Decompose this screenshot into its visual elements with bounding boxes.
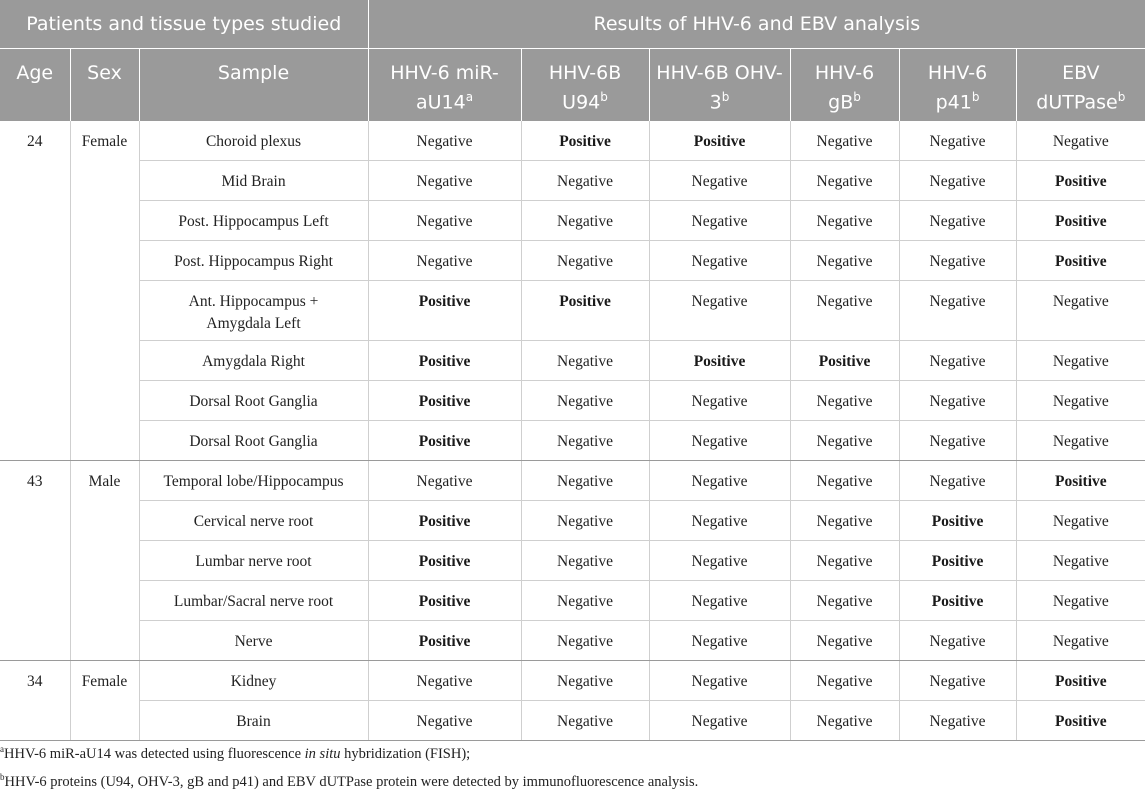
result-cell: Negative <box>368 241 521 281</box>
result-cell: Negative <box>1016 581 1145 621</box>
result-cell: Negative <box>1016 381 1145 421</box>
result-cell: Negative <box>649 461 790 501</box>
result-cell: Negative <box>899 241 1016 281</box>
result-cell: Negative <box>790 661 899 701</box>
footnotes <box>0 738 1145 794</box>
result-cell: Positive <box>899 501 1016 541</box>
result-cell: Negative <box>899 201 1016 241</box>
sample-cell: Kidney <box>139 661 368 701</box>
result-cell: Positive <box>368 381 521 421</box>
sample-cell: Ant. Hippocampus + Amygdala Left <box>139 281 368 341</box>
result-cell: Negative <box>368 461 521 501</box>
column-header: Age <box>0 49 70 121</box>
result-cell: Negative <box>521 701 649 741</box>
result-cell: Negative <box>790 581 899 621</box>
result-cell: Negative <box>521 541 649 581</box>
column-header: EBV dUTPase$^b$ <box>1016 49 1145 121</box>
result-cell: Negative <box>368 701 521 741</box>
result-cell: Negative <box>649 201 790 241</box>
result-cell: Positive <box>1016 701 1145 741</box>
sample-cell: Nerve <box>139 621 368 661</box>
table-row <box>0 341 1145 381</box>
table-row <box>0 621 1145 661</box>
result-cell: Negative <box>899 381 1016 421</box>
result-cell: Negative <box>368 661 521 701</box>
result-cell: Negative <box>790 201 899 241</box>
sample-cell: Post. Hippocampus Right <box>139 241 368 281</box>
age-cell: 24 <box>0 121 70 461</box>
result-cell: Negative <box>368 161 521 201</box>
result-cell: Negative <box>368 201 521 241</box>
sample-cell: Dorsal Root Ganglia <box>139 381 368 421</box>
sex-cell: Female <box>70 661 139 741</box>
result-cell: Negative <box>790 381 899 421</box>
result-cell: Negative <box>649 701 790 741</box>
result-cell: Negative <box>790 121 899 161</box>
result-cell: Negative <box>649 241 790 281</box>
result-cell: Negative <box>521 241 649 281</box>
sample-cell: Brain <box>139 701 368 741</box>
result-cell: Positive <box>1016 241 1145 281</box>
table-row <box>0 281 1145 341</box>
sex-cell: Male <box>70 461 139 661</box>
column-header: HHV-6 miR-aU14$^a$ <box>368 49 521 121</box>
sample-cell: Dorsal Root Ganglia <box>139 421 368 461</box>
result-cell: Negative <box>790 501 899 541</box>
result-cell: Negative <box>521 581 649 621</box>
result-cell: Negative <box>790 161 899 201</box>
result-cell: Negative <box>899 661 1016 701</box>
result-cell: Negative <box>521 421 649 461</box>
table-row <box>0 121 1145 161</box>
result-cell: Positive <box>899 581 1016 621</box>
result-cell: Negative <box>1016 281 1145 341</box>
result-cell: Negative <box>649 421 790 461</box>
result-cell: Negative <box>899 341 1016 381</box>
result-cell: Negative <box>521 341 649 381</box>
table-row <box>0 581 1145 621</box>
result-cell: Negative <box>649 281 790 341</box>
result-cell: Negative <box>790 421 899 461</box>
result-cell: Negative <box>521 381 649 421</box>
result-cell: Negative <box>1016 541 1145 581</box>
result-cell: Negative <box>1016 341 1145 381</box>
group-header-patients: Patients and tissue types studied <box>0 0 368 49</box>
result-cell: Negative <box>521 201 649 241</box>
result-cell: Negative <box>899 121 1016 161</box>
result-cell: Positive <box>1016 201 1145 241</box>
result-cell: Negative <box>790 541 899 581</box>
result-cell: Negative <box>649 381 790 421</box>
result-cell: Negative <box>649 581 790 621</box>
result-cell: Positive <box>1016 461 1145 501</box>
result-cell: Positive <box>521 121 649 161</box>
table-row <box>0 241 1145 281</box>
result-cell: Negative <box>649 661 790 701</box>
table-row <box>0 381 1145 421</box>
age-cell: 43 <box>0 461 70 661</box>
age-cell: 34 <box>0 661 70 741</box>
result-cell: Negative <box>521 661 649 701</box>
column-header: HHV-6B OHV-3$^b$ <box>649 49 790 121</box>
result-cell: Negative <box>899 281 1016 341</box>
result-cell: Negative <box>790 461 899 501</box>
result-cell: Negative <box>899 621 1016 661</box>
sample-cell: Lumbar nerve root <box>139 541 368 581</box>
result-cell: Negative <box>899 421 1016 461</box>
result-cell: Positive <box>368 341 521 381</box>
sample-cell: Mid Brain <box>139 161 368 201</box>
result-cell: Negative <box>1016 621 1145 661</box>
result-cell: Negative <box>1016 121 1145 161</box>
table-row <box>0 661 1145 701</box>
group-header-results: Results of HHV-6 and EBV analysis <box>368 0 1145 49</box>
sample-cell: Lumbar/Sacral nerve root <box>139 581 368 621</box>
result-cell: Positive <box>790 341 899 381</box>
result-cell: Positive <box>368 281 521 341</box>
footnote-b: $^b$HHV-6 proteins (U94, OHV-3, gB and p41) and EBV dUTPase protein were detected by immunofluorescence analysis. <box>0 771 699 790</box>
result-cell: Negative <box>521 501 649 541</box>
result-cell: Negative <box>1016 501 1145 541</box>
result-cell: Positive <box>649 121 790 161</box>
result-cell: Positive <box>368 581 521 621</box>
result-cell: Negative <box>368 121 521 161</box>
table-row <box>0 501 1145 541</box>
table-row <box>0 421 1145 461</box>
table-row <box>0 461 1145 501</box>
result-cell: Negative <box>521 461 649 501</box>
result-cell: Negative <box>790 241 899 281</box>
result-cell: Negative <box>790 281 899 341</box>
result-cell: Negative <box>899 161 1016 201</box>
column-header: HHV-6 p41$^b$ <box>899 49 1016 121</box>
sample-cell: Amygdala Right <box>139 341 368 381</box>
result-cell: Negative <box>790 701 899 741</box>
result-cell: Positive <box>1016 161 1145 201</box>
result-cell: Positive <box>649 341 790 381</box>
result-cell: Negative <box>649 541 790 581</box>
sample-cell: Choroid plexus <box>139 121 368 161</box>
sex-cell: Female <box>70 121 139 461</box>
table-row <box>0 201 1145 241</box>
table-row <box>0 541 1145 581</box>
result-cell: Negative <box>899 461 1016 501</box>
result-cell: Positive <box>899 541 1016 581</box>
result-cell: Negative <box>649 501 790 541</box>
result-cell: Negative <box>649 621 790 661</box>
table-row <box>0 161 1145 201</box>
column-header: Sex <box>70 49 139 121</box>
footnote-a: $^a$HHV-6 miR-aU14 was detected using fluorescence in situ hybridization (FISH); <box>0 744 471 762</box>
result-cell: Negative <box>521 621 649 661</box>
sample-cell: Post. Hippocampus Left <box>139 201 368 241</box>
column-header: HHV-6B U94$^b$ <box>521 49 649 121</box>
result-cell: Negative <box>521 161 649 201</box>
result-cell: Positive <box>368 501 521 541</box>
sample-cell: Cervical nerve root <box>139 501 368 541</box>
sample-cell: Temporal lobe/Hippocampus <box>139 461 368 501</box>
column-header: Sample <box>139 49 368 121</box>
result-cell: Positive <box>368 541 521 581</box>
result-cell: Positive <box>368 421 521 461</box>
result-cell: Positive <box>1016 661 1145 701</box>
result-cell: Negative <box>790 621 899 661</box>
result-cell: Positive <box>521 281 649 341</box>
result-cell: Negative <box>899 701 1016 741</box>
table-row <box>0 701 1145 741</box>
result-cell: Negative <box>649 161 790 201</box>
column-header: HHV-6 $gB^b$ <box>790 49 899 121</box>
result-cell: Negative <box>1016 421 1145 461</box>
result-cell: Positive <box>368 621 521 661</box>
